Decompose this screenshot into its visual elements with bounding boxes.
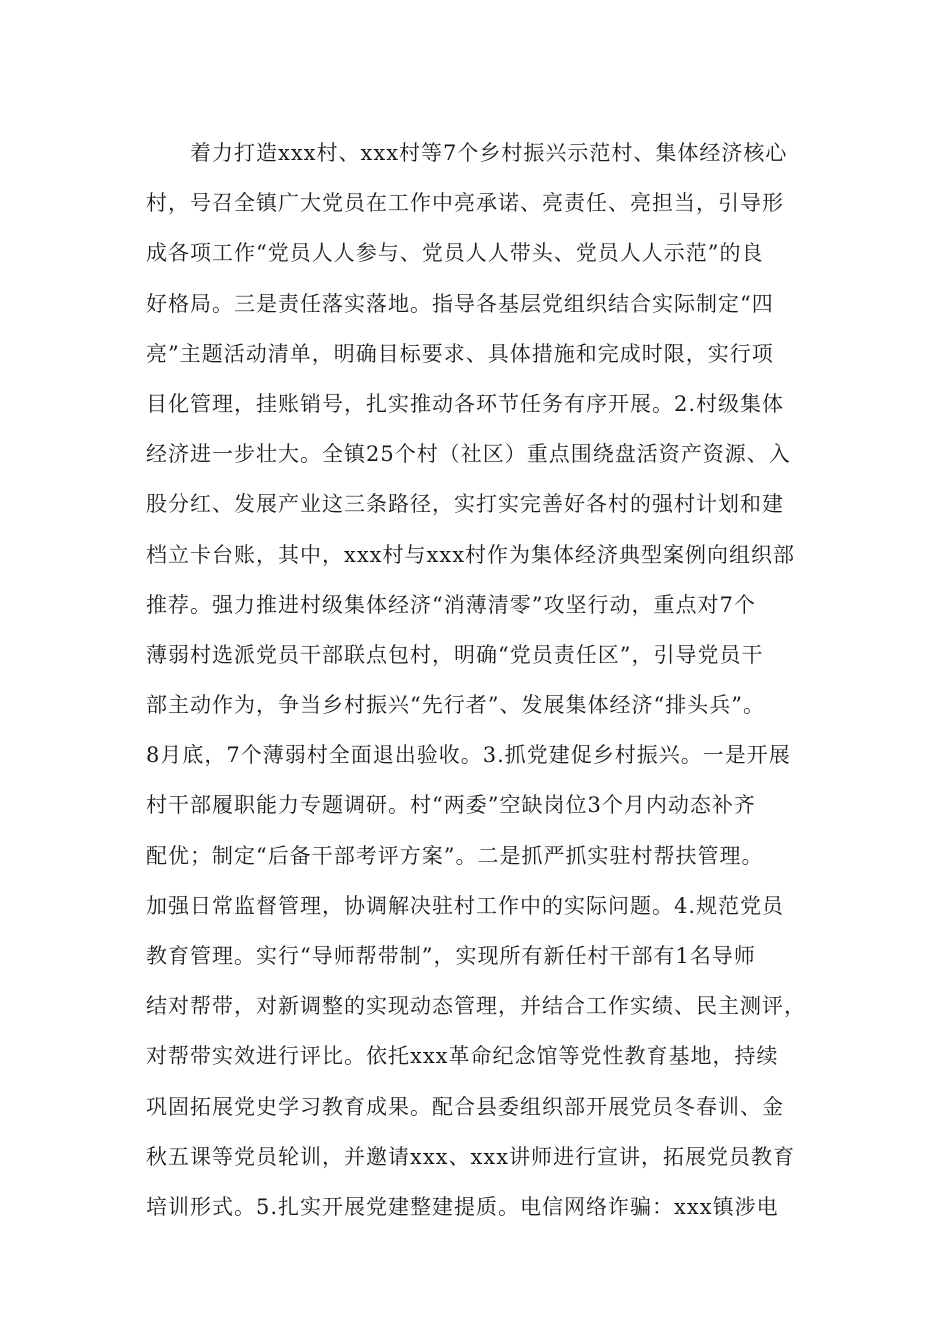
text-line: 结对帮带，对新调整的实现动态管理，并结合工作实绩、民主测评， <box>146 994 806 1019</box>
text-line: 好格局。三是责任落实落地。指导各基层党组织结合实际制定“四 <box>146 291 774 316</box>
text-line: 目化管理，挂账销号，扎实推动各环节任务有序开展。2.村级集体 <box>146 391 785 416</box>
text-line: 巩固拓展党史学习教育成果。配合县委组织部开展党员冬春训、金 <box>146 1094 784 1119</box>
text-line: 薄弱村选派党员干部联点包村，明确“党员责任区”，引导党员干 <box>146 642 764 667</box>
text-line: 教育管理。实行“导师帮带制”，实现所有新任村干部有1名导师 <box>146 944 756 968</box>
text-line: 部主动作为，争当乡村振兴“先行者”、发展集体经济“排头兵”。 <box>146 693 765 718</box>
text-line: 村干部履职能力专题调研。村“两委”空缺岗位3个月内动态补齐 <box>146 793 756 818</box>
text-line: 成各项工作“党员人人参与、党员人人带头、党员人人示范”的良 <box>146 241 764 266</box>
text-line: 加强日常监督管理，协调解决驻村工作中的实际问题。4.规范党员 <box>146 893 785 918</box>
text-line: 档立卡台账，其中，xxx村与xxx村作为集体经济典型案例向组织部 <box>146 542 796 567</box>
text-line: 股分红、发展产业这三条路径，实打实完善好各村的强村计划和建 <box>146 492 784 517</box>
text-line: 经济进一步壮大。全镇25个村（社区）重点围绕盘活资产资源、入 <box>146 442 791 467</box>
text-line: 亮”主题活动清单，明确目标要求、具体措施和完成时限，实行项 <box>146 341 774 366</box>
text-line: 对帮带实效进行评比。依托xxx革命纪念馆等党性教育基地，持续 <box>146 1044 779 1069</box>
text-line: 着力打造xxx村、xxx村等7个乡村振兴示范村、集体经济核心 <box>190 141 788 165</box>
text-line: 推荐。强力推进村级集体经济“消薄清零”攻坚行动，重点对7个 <box>146 592 756 617</box>
text-line: 村，号召全镇广大党员在工作中亮承诺、亮责任、亮担当，引导形 <box>146 191 784 216</box>
text-line: 秋五课等党员轮训，并邀请xxx、xxx讲师进行宣讲，拓展党员教育 <box>146 1144 796 1169</box>
text-line: 配优；制定“后备干部考评方案”。二是抓严抓实驻村帮扶管理。 <box>146 843 764 868</box>
text-line: 8月底，7个薄弱村全面退出验收。3.抓党建促乡村振兴。一是开展 <box>146 743 791 768</box>
body-paragraph <box>146 132 836 1236</box>
text-line: 培训形式。5.扎实开展党建整建提质。电信网络诈骗：xxx镇涉电 <box>146 1194 779 1219</box>
